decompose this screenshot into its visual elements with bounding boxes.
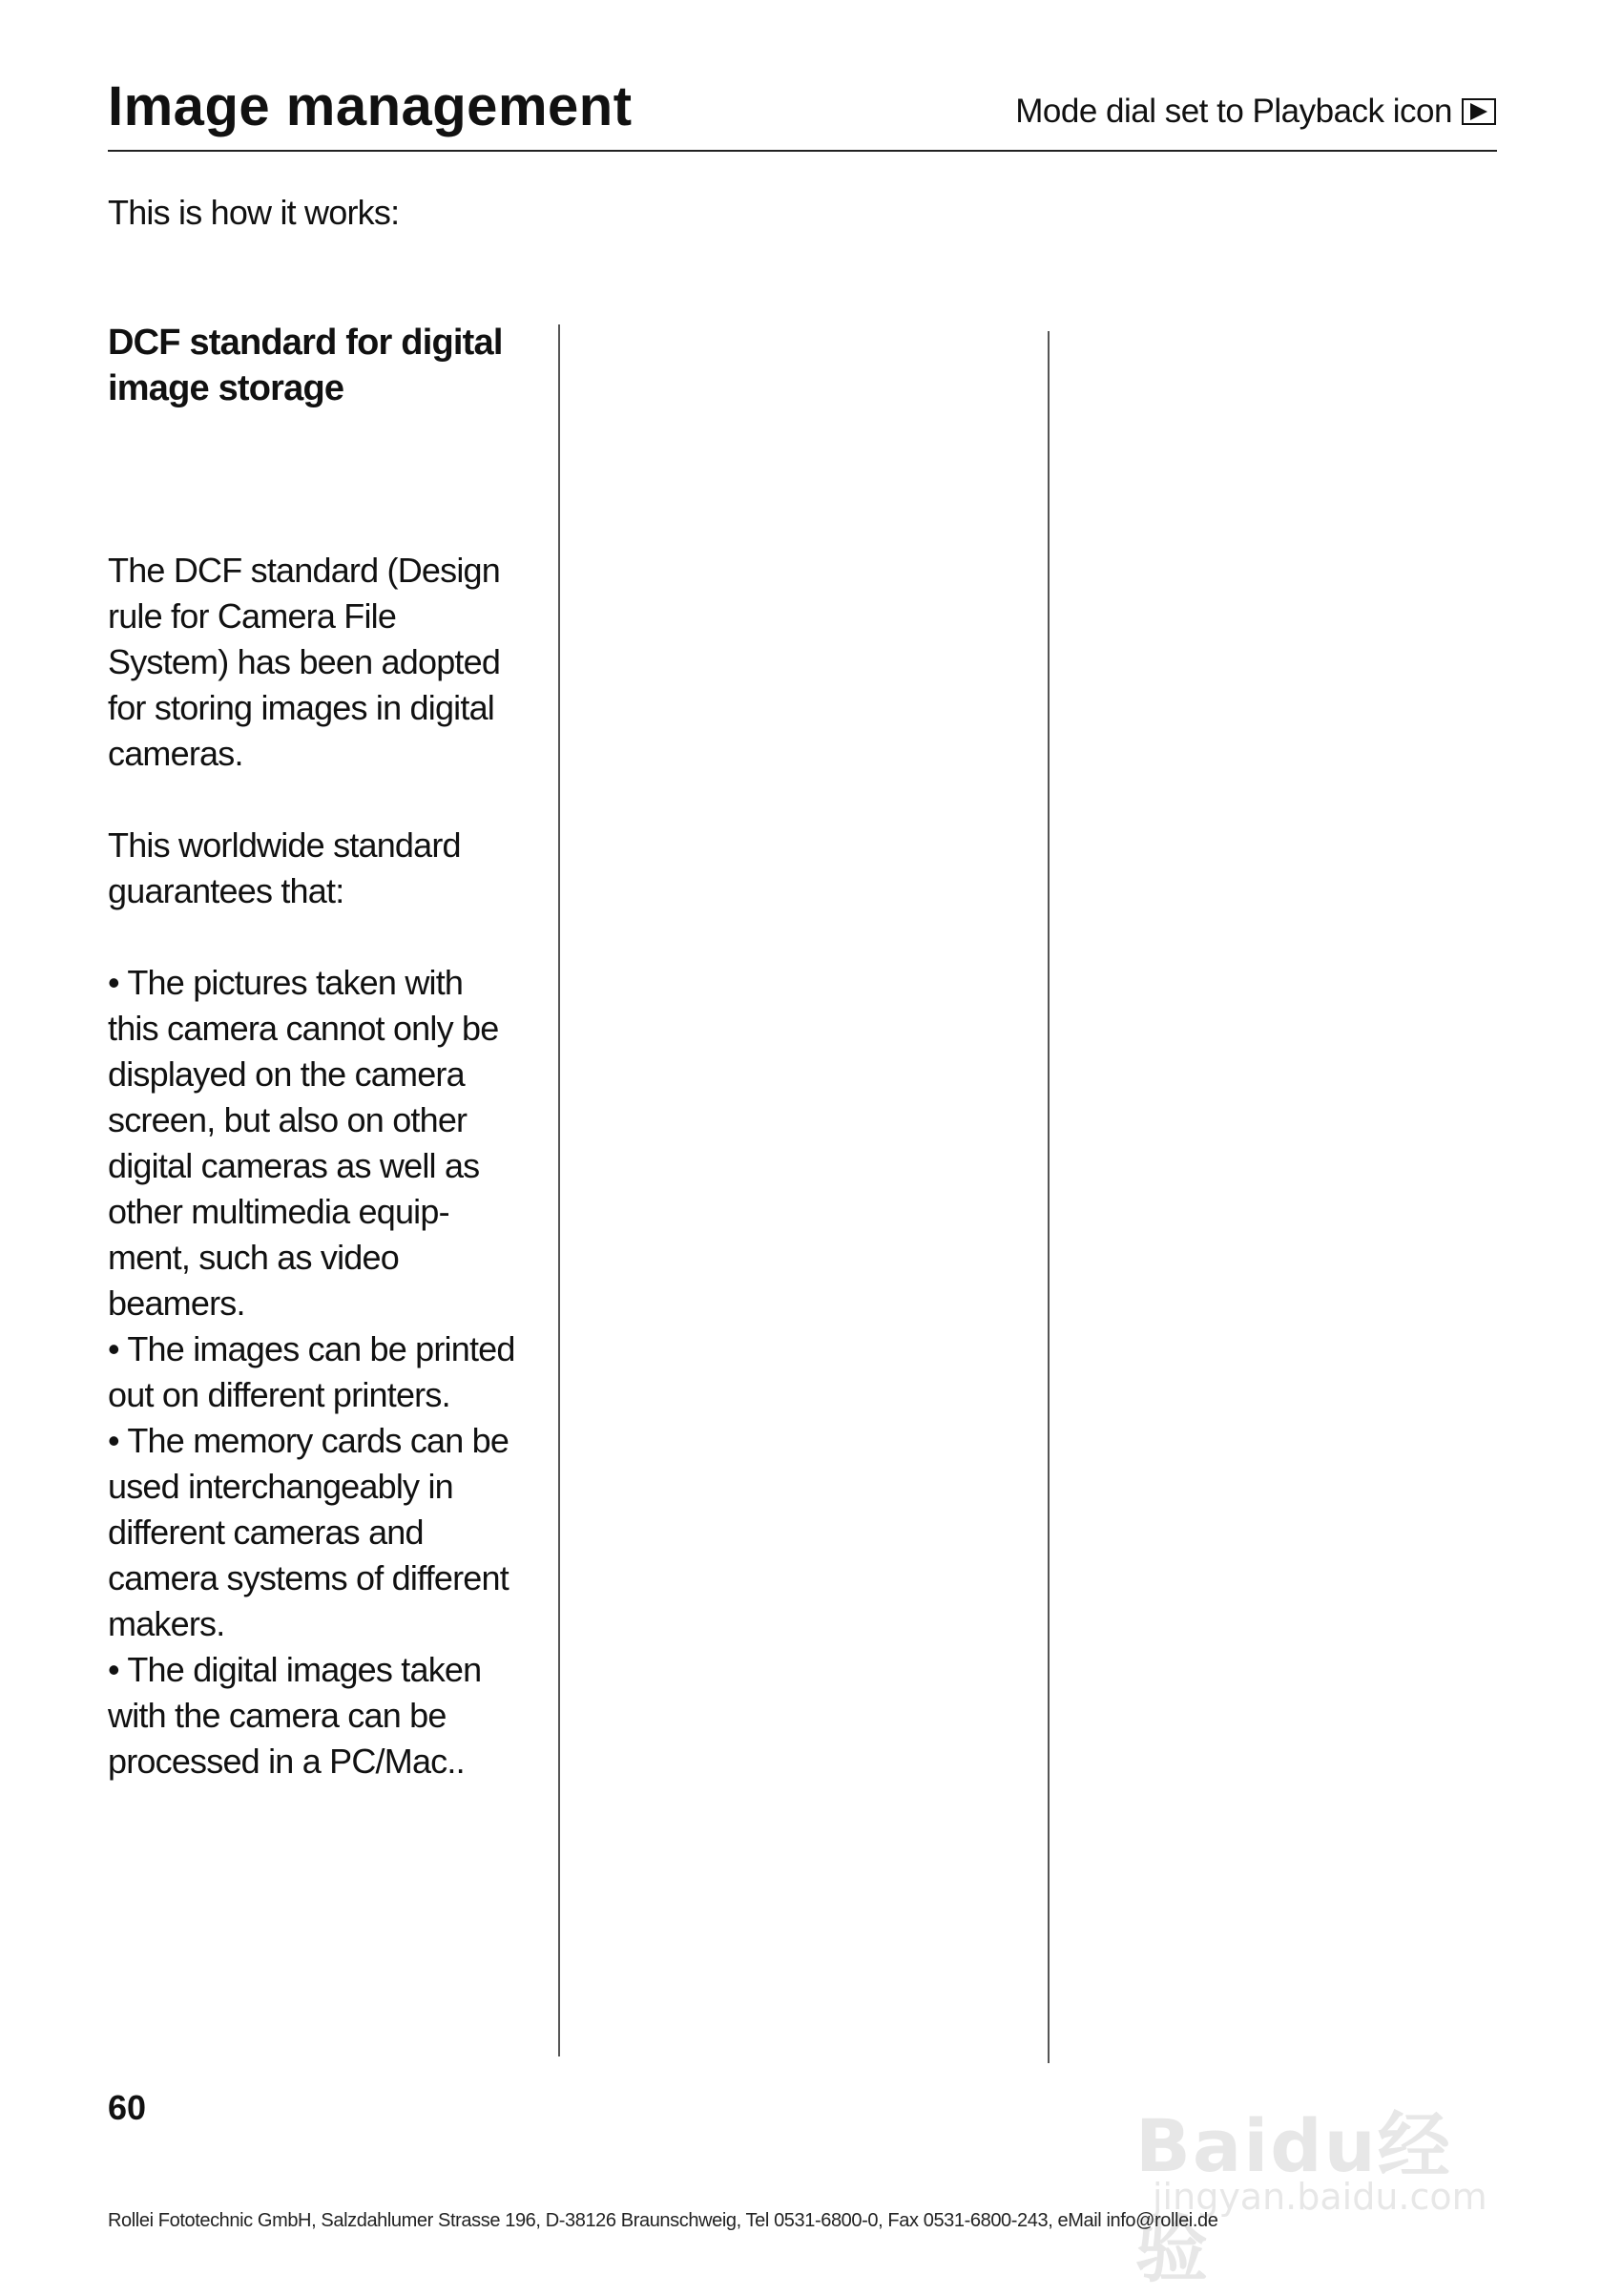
column-divider <box>1048 331 1050 2063</box>
list-item: • The images can be printed out on different printers. <box>108 1329 515 1414</box>
guarantee-list <box>108 960 518 1785</box>
list-item: • The digital images taken with the camera can be processed in a PC/Mac.. <box>108 1650 482 1781</box>
header-divider <box>108 150 1497 152</box>
mode-indicator <box>1015 93 1496 131</box>
mode-text: Mode dial set to Playback icon <box>1015 93 1452 130</box>
list-item: • The pictures taken with this camera cannot only be displayed on the camera screen, but also on other digital cameras as well as other multimedia equip-ment, such as video beamers. <box>108 963 499 1323</box>
column-divider <box>558 324 560 2056</box>
page-number: 60 <box>108 2088 147 2127</box>
intro-text: This is how it works: <box>108 193 400 232</box>
watermark-brand: Baidu经验 <box>1135 2103 1452 2292</box>
page-title: Image management <box>108 75 633 137</box>
dcf-description: The DCF standard (Design rule for Camera File System) has been adopted for storing images in digital cameras. <box>108 551 501 773</box>
left-column <box>108 320 518 1785</box>
section-heading <box>108 320 518 411</box>
section-heading-line-2: image storage <box>108 368 344 408</box>
section-heading-line-1: DCF standard for digital <box>108 323 503 363</box>
playback-icon <box>1462 98 1496 125</box>
guarantee-intro: This worldwide standard guarantees that: <box>108 825 461 910</box>
baidu-watermark <box>1135 2033 1517 2292</box>
list-item: • The memory cards can be used interchangeably in different cameras and camera systems of different makers. <box>108 1421 509 1643</box>
watermark-domain: jingyan.baidu.com <box>1153 2176 1487 2218</box>
footer-address: Rollei Fototechnic GmbH, Salzdahlumer Strasse 196, D-38126 Braunschweig, Tel 0531-6800-0, Fax 0531-6800-243, eMail info@rollei.de <box>108 2210 1218 2231</box>
